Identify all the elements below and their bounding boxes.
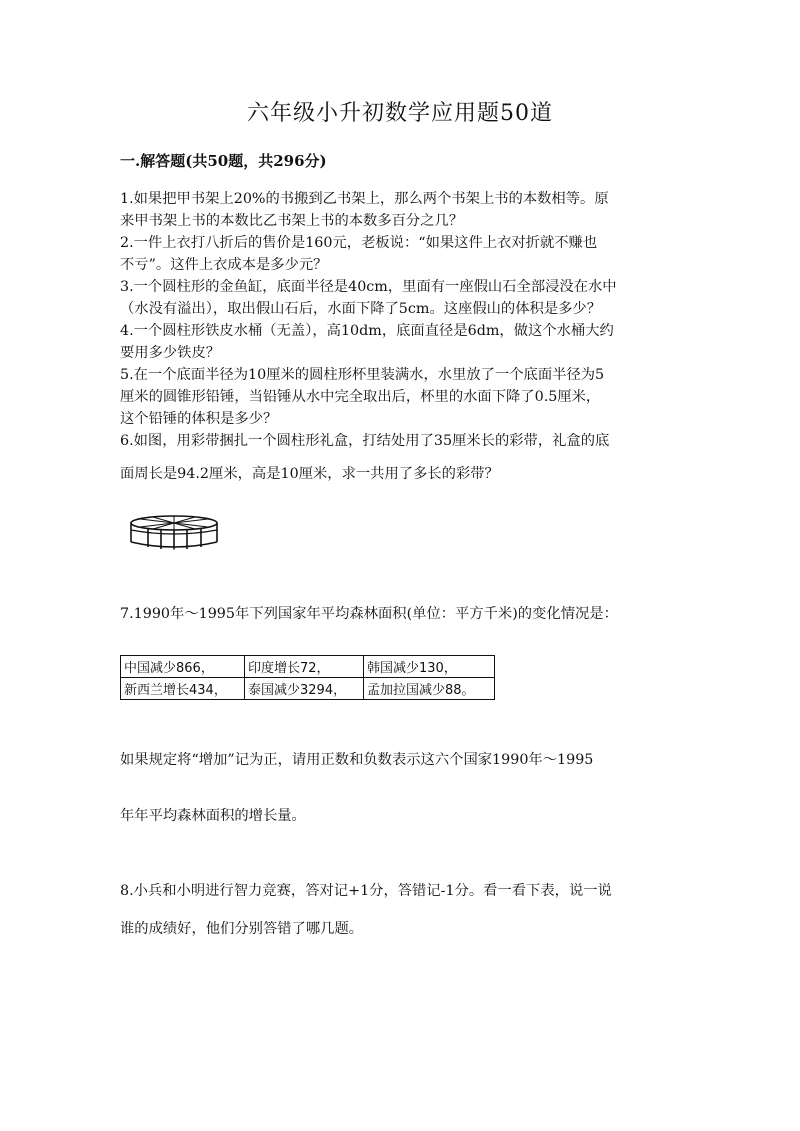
table-cell: 中国减少866， — [121, 656, 245, 678]
table-cell: 泰国减少3294， — [245, 678, 364, 700]
section-heading: 一.解答题(共50题，共296分) — [120, 152, 327, 170]
table-cell: 孟加拉国减少88。 — [364, 678, 495, 700]
question-5-line-3: 这个铅锤的体积是多少？ — [120, 411, 278, 427]
question-2-line-2: 不亏”。这件上衣成本是多少元？ — [120, 257, 328, 273]
table-cell: 印度增长72， — [245, 656, 364, 678]
question-7-line-2: 如果规定将“增加”记为正，请用正数和负数表示这六个国家1990年～1995 — [120, 752, 594, 768]
question-1-line-2: 来甲书架上书的本数比乙书架上书的本数多百分之几？ — [120, 213, 464, 229]
question-6-line-2: 面周长是94.2厘米，高是10厘米，求一共用了多长的彩带？ — [120, 466, 499, 482]
cylinder-gift-box-figure — [128, 512, 220, 554]
question-6-line-1: 6.如图，用彩带捆扎一个圆柱形礼盒，打结处用了35厘米长的彩带，礼盒的底 — [120, 433, 610, 449]
question-1-line-1: 1.如果把甲书架上20%的书搬到乙书架上，那么两个书架上书的本数相等。原 — [120, 191, 609, 207]
question-3-line-1: 3.一个圆柱形的金鱼缸，底面半径是40cm，里面有一座假山石全部浸没在水中 — [120, 279, 617, 295]
question-8-line-1: 8.小兵和小明进行智力竞赛，答对记+1分，答错记-1分。看一看下表，说一说 — [120, 883, 612, 899]
question-8-line-2: 谁的成绩好，他们分别答错了哪几题。 — [120, 921, 364, 937]
question-2-line-1: 2.一件上衣打八折后的售价是160元，老板说：“如果这件上衣对折就不赚也 — [120, 235, 598, 251]
question-4-line-2: 要用多少铁皮？ — [120, 345, 221, 361]
forest-change-table — [120, 655, 495, 700]
table-cell: 韩国减少130， — [364, 656, 495, 678]
question-7-line-3: 年年平均森林面积的增长量。 — [120, 808, 306, 824]
question-4-line-1: 4.一个圆柱形铁皮水桶（无盖），高10dm，底面直径是6dm，做这个水桶大约 — [120, 323, 614, 339]
table-row — [121, 656, 495, 678]
table-row — [121, 678, 495, 700]
table-cell: 新西兰增长434， — [121, 678, 245, 700]
question-3-line-2: （水没有溢出），取出假山石后，水面下降了5cm。这座假山的体积是多少？ — [120, 301, 602, 317]
question-5-line-2: 厘米的圆锥形铅锤，当铅锤从水中完全取出后，杯里的水面下降了0.5厘米， — [120, 389, 601, 405]
page-title: 六年级小升初数学应用题50道 — [247, 101, 553, 126]
question-5-line-1: 5.在一个底面半径为10厘米的圆柱形杯里装满水，水里放了一个底面半径为5 — [120, 367, 605, 383]
question-7-line-1: 7.1990年～1995年下列国家年平均森林面积(单位：平方千米)的变化情况是： — [120, 606, 618, 622]
